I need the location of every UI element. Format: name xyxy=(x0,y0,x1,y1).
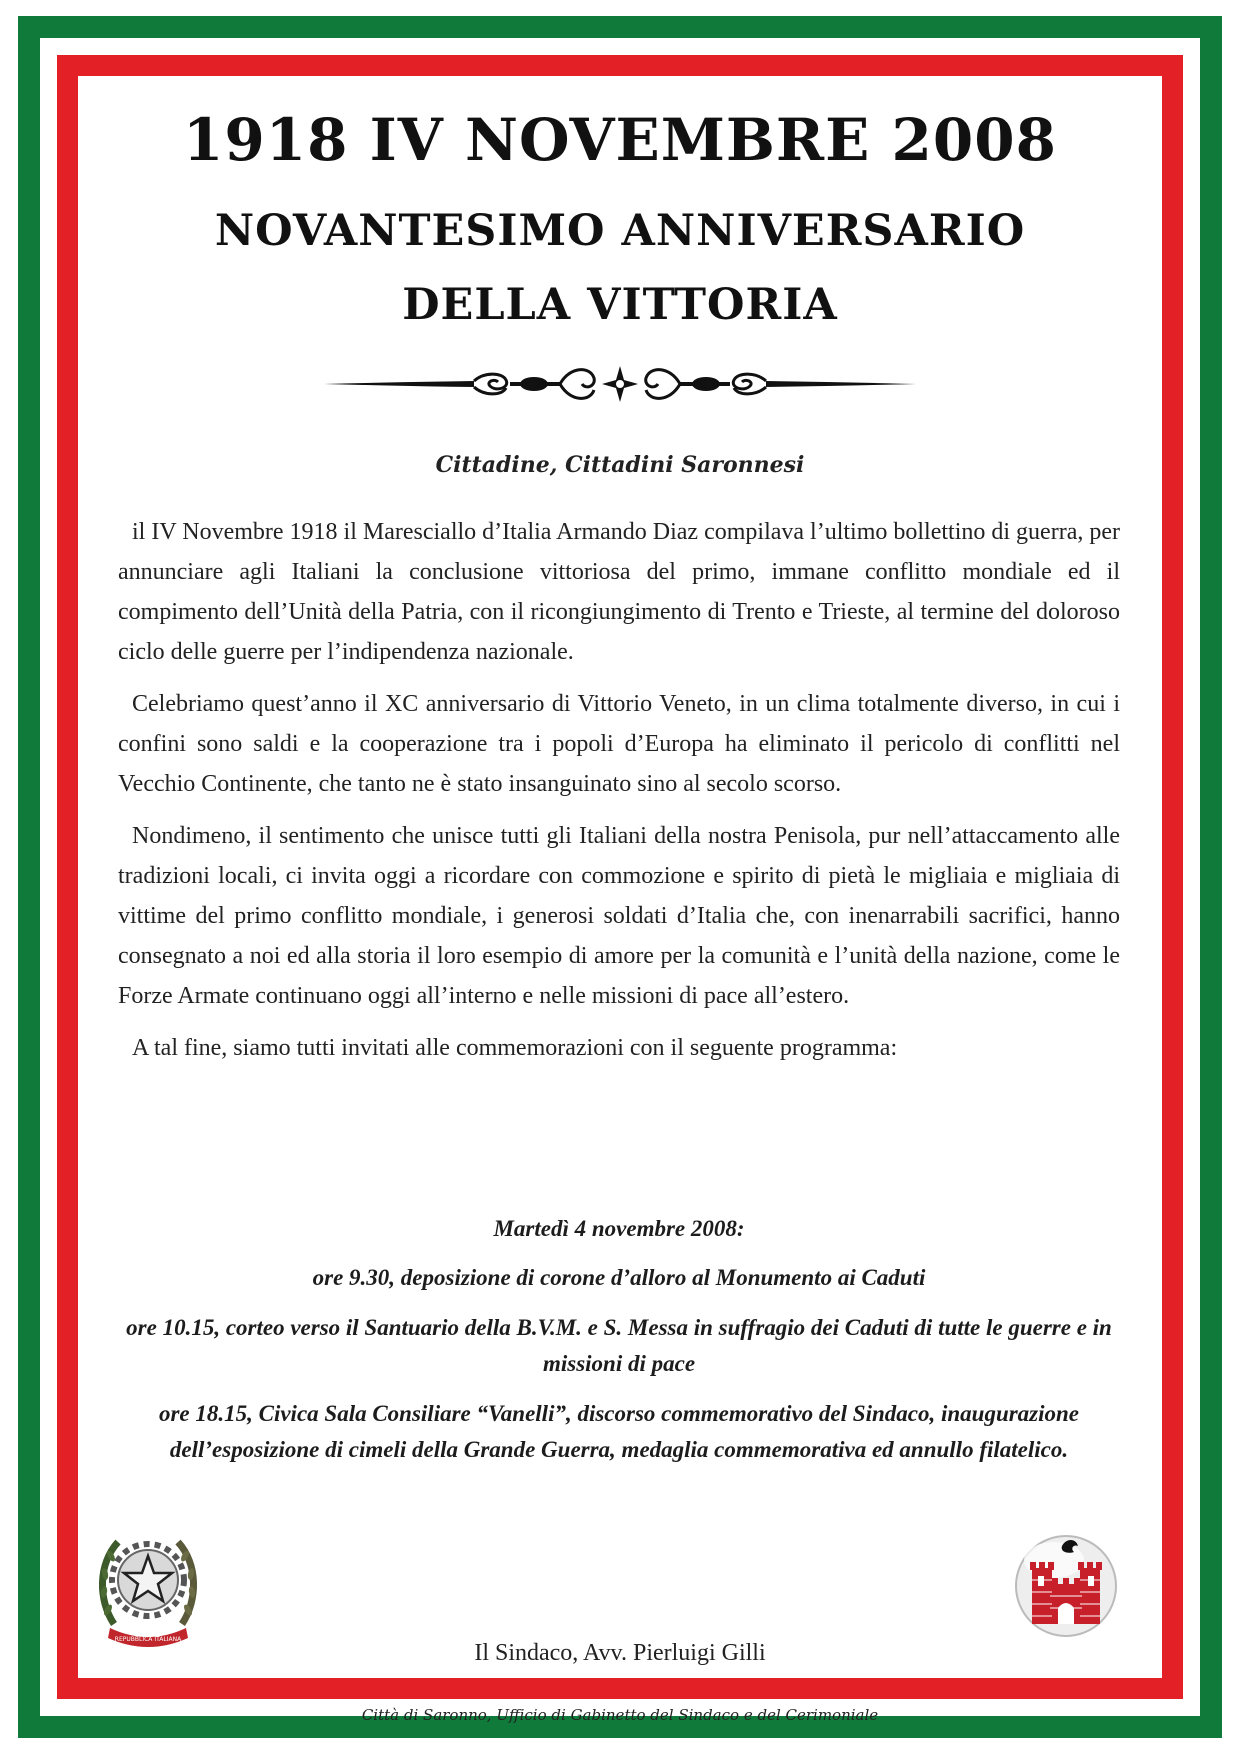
title-dates: 1918 IV NOVEMBRE 2008 xyxy=(183,106,1057,174)
paragraph: il IV Novembre 1918 il Maresciallo d’Italia Armando Diaz compilava l’ultimo bollettino di guerra, per annunciare agli Italiani la conclusione vittoriosa del primo, immane conflitto mondiale ed il compimento dell’Unità della Patria, con il ricongiungimento di Trento e Trieste, al termine del doloroso ciclo delle guerre per l’indipendenza nazionale. xyxy=(118,519,1120,665)
saronno-coat-of-arms-icon xyxy=(1014,1530,1118,1642)
ornamental-divider-icon xyxy=(324,360,916,408)
paragraph: Celebriamo quest’anno il XC anniversario di Vittorio Veneto, in un clima totalmente diverso, in cui i confini sono saldi e la cooperazione tra i popoli d’Europa ha eliminato il pericolo di conflitti nel Vecchio Continente, che tanto ne è stato insanguinato sino al secolo scorso. xyxy=(118,691,1120,797)
paragraph: A tal fine, siamo tutti invitati alle commemorazioni con il seguente programma: xyxy=(132,1035,898,1061)
title-victory: DELLA VITTORIA xyxy=(402,280,838,330)
emblem-ribbon-text: REPUBBLICA ITALIANA xyxy=(114,1636,182,1643)
mayor-signature: Il Sindaco, Avv. Pierluigi Gilli xyxy=(474,1640,766,1666)
program-item: ore 9.30, deposizione di corone d’alloro al Monumento ai Caduti xyxy=(312,1265,926,1290)
paragraph: Nondimeno, il sentimento che unisce tutti gli Italiani della nostra Penisola, pur nell’attaccamento alle tradizioni locali, ci invita oggi a ricordare con commozione e spirito di pietà le migliaia e migliaia di vittime del primo conflitto mondiale, i generosi soldati d’Italia che, con inenarrabili sacrifici, hanno consegnato a noi ed alla storia il loro esempio di amore per la comunità e l’unità della nazione, come le Forze Armate continuano oggi all’interno e nelle missioni di pace all’estero. xyxy=(118,823,1120,1009)
proclamation-text xyxy=(118,512,1120,1080)
ceremony-program xyxy=(108,1216,1130,1482)
italian-republic-emblem-icon xyxy=(96,1520,200,1654)
program-item: ore 18.15, Civica Sala Consiliare “Vanelli”, discorso commemorativo del Sindaco, inaugurazione dell’esposizione di cimeli della Grande Guerra, medaglia commemorativa ed annullo filatelico. xyxy=(158,1401,1080,1462)
issuing-office: Città di Saronno, Ufficio di Gabinetto del Sindaco e del Cerimoniale xyxy=(361,1706,879,1724)
poster-content xyxy=(78,76,1162,1724)
greeting: Cittadine, Cittadini Saronnesi xyxy=(435,452,805,478)
program-date: Martedì 4 novembre 2008: xyxy=(493,1216,745,1241)
program-item: ore 10.15, corteo verso il Santuario della B.V.M. e S. Messa in suffragio dei Caduti di tutte le guerre e in missioni di pace xyxy=(126,1315,1112,1376)
title-anniversary: NOVANTESIMO ANNIVERSARIO xyxy=(214,206,1026,256)
